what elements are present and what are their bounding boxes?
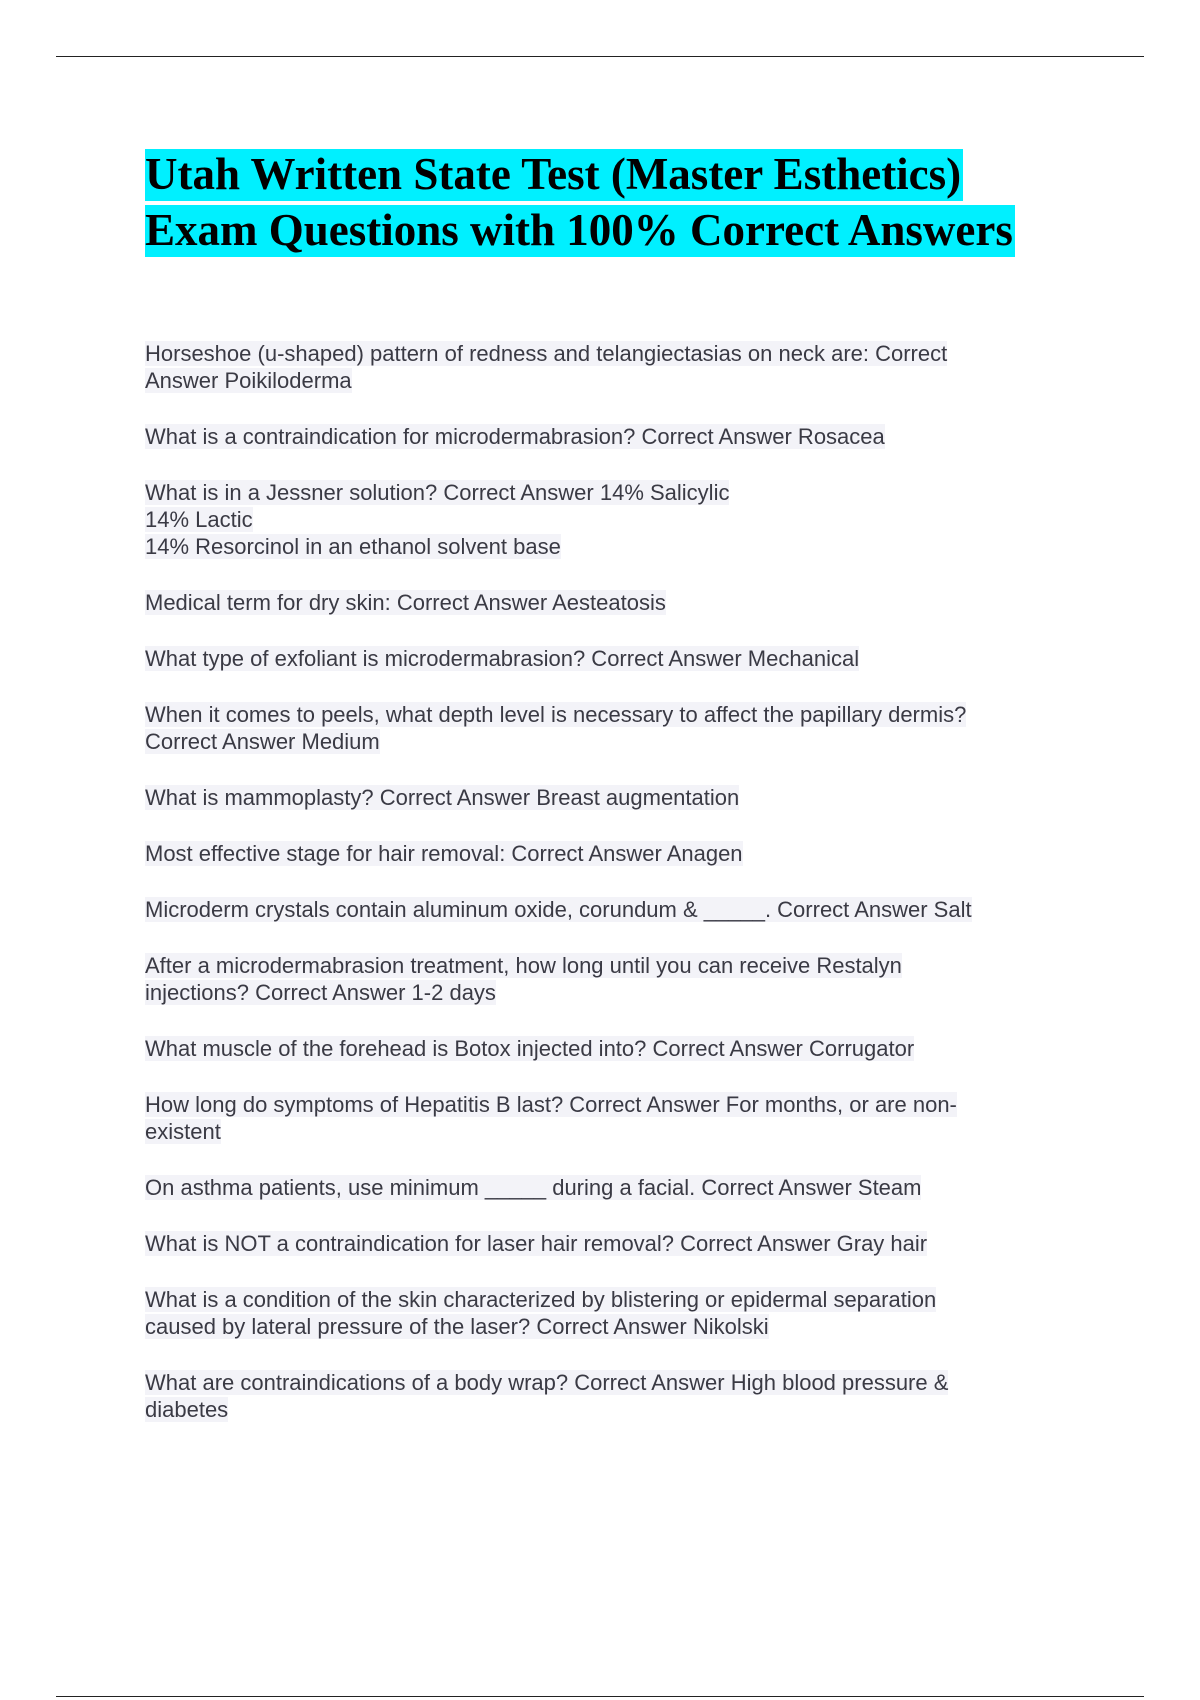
question-answer-item	[145, 896, 1085, 923]
question-answer-item	[145, 645, 1085, 672]
qa-line	[145, 1118, 1085, 1145]
qa-line-text: What are contraindications of a body wrap? Correct Answer High blood pressure &	[145, 1370, 949, 1395]
qa-line-text: injections? Correct Answer 1-2 days	[145, 980, 496, 1005]
qa-line-text: 14% Resorcinol in an ethanol solvent base	[145, 534, 561, 559]
question-answer-item	[145, 589, 1085, 616]
title-line-1-text: Utah Written State Test (Master Esthetics)	[145, 149, 962, 199]
qa-line-text: Medical term for dry skin: Correct Answer Aesteatosis	[145, 590, 666, 615]
qa-line-text: When it comes to peels, what depth level is necessary to affect the papillary dermis?	[145, 702, 967, 727]
qa-line-text: What type of exfoliant is microdermabrasion? Correct Answer Mechanical	[145, 646, 860, 671]
question-answer-item	[145, 1369, 1085, 1423]
qa-line	[145, 340, 1085, 367]
qa-line	[145, 1286, 1085, 1313]
qa-line-text: How long do symptoms of Hepatitis B last? Correct Answer For months, or are non-	[145, 1092, 957, 1117]
qa-line	[145, 701, 1085, 728]
qa-line-text: After a microdermabrasion treatment, how long until you can receive Restalyn	[145, 953, 902, 978]
qa-line	[145, 1313, 1085, 1340]
qa-line	[145, 1035, 1085, 1062]
qa-line-text: What muscle of the forehead is Botox injected into? Correct Answer Corrugator	[145, 1036, 915, 1061]
qa-line	[145, 840, 1085, 867]
qa-line	[145, 506, 1085, 533]
qa-line-text: Horseshoe (u-shaped) pattern of redness and telangiectasias on neck are: Correct	[145, 341, 948, 366]
qa-line-text: Most effective stage for hair removal: Correct Answer Anagen	[145, 841, 743, 866]
qa-line	[145, 1369, 1085, 1396]
title-line-2-text: Exam Questions with 100% Correct Answers	[145, 205, 1013, 255]
qa-line-text: Microderm crystals contain aluminum oxide, corundum & _____. Correct Answer Salt	[145, 897, 972, 922]
question-answer-item	[145, 423, 1085, 450]
question-answer-item	[145, 784, 1085, 811]
question-answer-item	[145, 1091, 1085, 1145]
qa-line	[145, 367, 1085, 394]
qa-line-text: existent	[145, 1119, 221, 1144]
question-answer-item	[145, 479, 1085, 560]
question-answer-item	[145, 340, 1085, 394]
qa-line	[145, 784, 1085, 811]
title-line-1	[145, 146, 1145, 202]
qa-line	[145, 1091, 1085, 1118]
top-rule	[56, 56, 1144, 57]
qa-line	[145, 589, 1085, 616]
question-answer-item	[145, 1174, 1085, 1201]
qa-line-text: On asthma patients, use minimum _____ during a facial. Correct Answer Steam	[145, 1175, 922, 1200]
question-answer-item	[145, 952, 1085, 1006]
qa-line-text: What is a contraindication for microdermabrasion? Correct Answer Rosacea	[145, 424, 885, 449]
question-answer-item	[145, 840, 1085, 867]
qa-line	[145, 1230, 1085, 1257]
qa-line-text: diabetes	[145, 1397, 229, 1422]
qa-line	[145, 1174, 1085, 1201]
qa-line	[145, 728, 1085, 755]
question-answer-list	[145, 340, 1085, 1452]
document-title	[145, 146, 1145, 258]
qa-line	[145, 952, 1085, 979]
qa-line	[145, 896, 1085, 923]
qa-line-text: Answer Poikiloderma	[145, 368, 352, 393]
qa-line	[145, 979, 1085, 1006]
qa-line	[145, 645, 1085, 672]
bottom-rule	[56, 1696, 1144, 1697]
qa-line-text: What is in a Jessner solution? Correct Answer 14% Salicylic	[145, 480, 730, 505]
qa-line-text: caused by lateral pressure of the laser? Correct Answer Nikolski	[145, 1314, 769, 1339]
qa-line-text: What is mammoplasty? Correct Answer Breast augmentation	[145, 785, 740, 810]
qa-line	[145, 479, 1085, 506]
question-answer-item	[145, 701, 1085, 755]
qa-line	[145, 533, 1085, 560]
qa-line-text: What is a condition of the skin characterized by blistering or epidermal separation	[145, 1287, 937, 1312]
qa-line	[145, 423, 1085, 450]
question-answer-item	[145, 1286, 1085, 1340]
qa-line-text: What is NOT a contraindication for laser hair removal? Correct Answer Gray hair	[145, 1231, 928, 1256]
question-answer-item	[145, 1035, 1085, 1062]
qa-line-text: 14% Lactic	[145, 507, 253, 532]
title-line-2	[145, 202, 1145, 258]
qa-line	[145, 1396, 1085, 1423]
question-answer-item	[145, 1230, 1085, 1257]
qa-line-text: Correct Answer Medium	[145, 729, 380, 754]
